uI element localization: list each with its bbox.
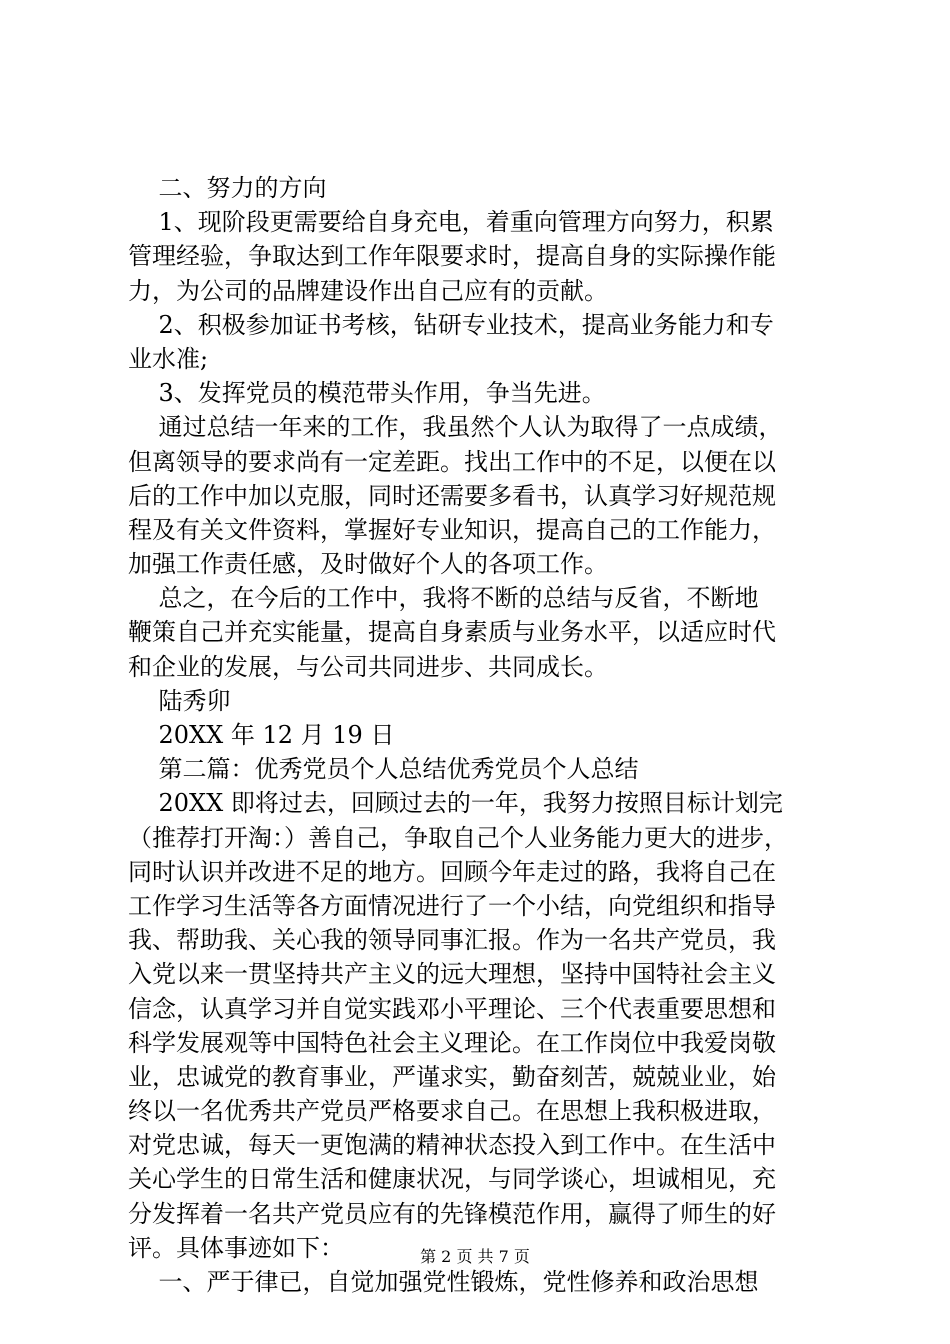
page-footer xyxy=(0,1247,950,1267)
text-line: 后的工作中加以克服，同时还需要多看书，认真学习好规范规 xyxy=(128,481,776,510)
section-heading: 第二篇：优秀党员个人总结优秀党员个人总结 xyxy=(128,755,639,784)
text-line: 业水准; xyxy=(128,344,209,373)
text-line: 2、积极参加证书考核，钻研专业技术，提高业务能力和专 xyxy=(128,310,774,339)
text-line: 1、现阶段更需要给自身充电，着重向管理方向努力，积累 xyxy=(128,208,774,237)
text-line: 3、发挥党员的模范带头作用，争当先进。 xyxy=(128,379,606,408)
text-line: 同时认识并改进不足的地方。回顾今年走过的路，我将自己在 xyxy=(128,857,776,886)
text-line: 程及有关文件资料，掌握好专业知识，提高自己的工作能力， xyxy=(128,515,776,544)
text-line: 通过总结一年来的工作，我虽然个人认为取得了一点成绩， xyxy=(128,413,783,442)
text-line: 入党以来一贯坚持共产主义的远大理想，坚持中国特社会主义 xyxy=(128,960,776,989)
text-line: 终以一名优秀共产党员严格要求自己。在思想上我积极进取， xyxy=(128,1097,776,1126)
text-line: 工作学习生活等各方面情况进行了一个小结，向党组织和指导 xyxy=(128,891,776,920)
text-line: 业，忠诚党的教育事业，严谨求实，勤奋刻苦，兢兢业业，始 xyxy=(128,1062,776,1091)
signature-date: 20XX 年 12 月 19 日 xyxy=(128,721,395,749)
text-line: 但离领导的要求尚有一定差距。找出工作中的不足，以便在以 xyxy=(128,447,776,476)
text-line: 一、严于律已，自觉加强党性锻炼，党性修养和政治思想 xyxy=(128,1268,759,1296)
text-line: 关心学生的日常生活和健康状况，与同学谈心，坦诚相见，充 xyxy=(128,1165,776,1194)
text-line: 我、帮助我、关心我的领导同事汇报。作为一名共产党员，我 xyxy=(128,926,776,955)
text-line: （推荐打开淘：）善自己，争取自己个人业务能力更大的进步， xyxy=(128,823,788,852)
page-number: 第 2 页 共 7 页 xyxy=(420,1247,530,1266)
document-body xyxy=(128,171,840,1299)
text-line: 科学发展观等中国特色社会主义理论。在工作岗位中我爱岗敬 xyxy=(128,1028,776,1057)
text-line: 和企业的发展，与公司共同进步、共同成长。 xyxy=(128,652,608,681)
text-line: 管理经验，争取达到工作年限要求时，提高自身的实际操作能 xyxy=(128,242,776,271)
text-line: 力，为公司的品牌建设作出自己应有的贡献。 xyxy=(128,276,608,305)
text-line: 二、努力的方向 xyxy=(128,174,327,202)
text-line: 对党忠诚，每天一更饱满的精神状态投入到工作中。在生活中 xyxy=(128,1131,776,1160)
signature-name: 陆秀卯 xyxy=(128,686,231,715)
text-line: 信念，认真学习并自觉实践邓小平理论、三个代表重要思想和 xyxy=(128,994,776,1023)
text-line: 鞭策自己并充实能量，提高自身素质与业务水平，以适应时代 xyxy=(128,618,776,647)
text-line: 评。具体事迹如下： xyxy=(128,1233,344,1262)
text-line: 分发挥着一名共产党员应有的先锋模范作用，赢得了师生的好 xyxy=(128,1199,776,1228)
text-line: 加强工作责任感，及时做好个人的各项工作。 xyxy=(128,550,608,579)
text-line: 20XX 即将过去，回顾过去的一年，我努力按照目标计划完 xyxy=(128,789,783,818)
text-line: 总之，在今后的工作中，我将不断的总结与反省，不断地 xyxy=(128,584,759,613)
